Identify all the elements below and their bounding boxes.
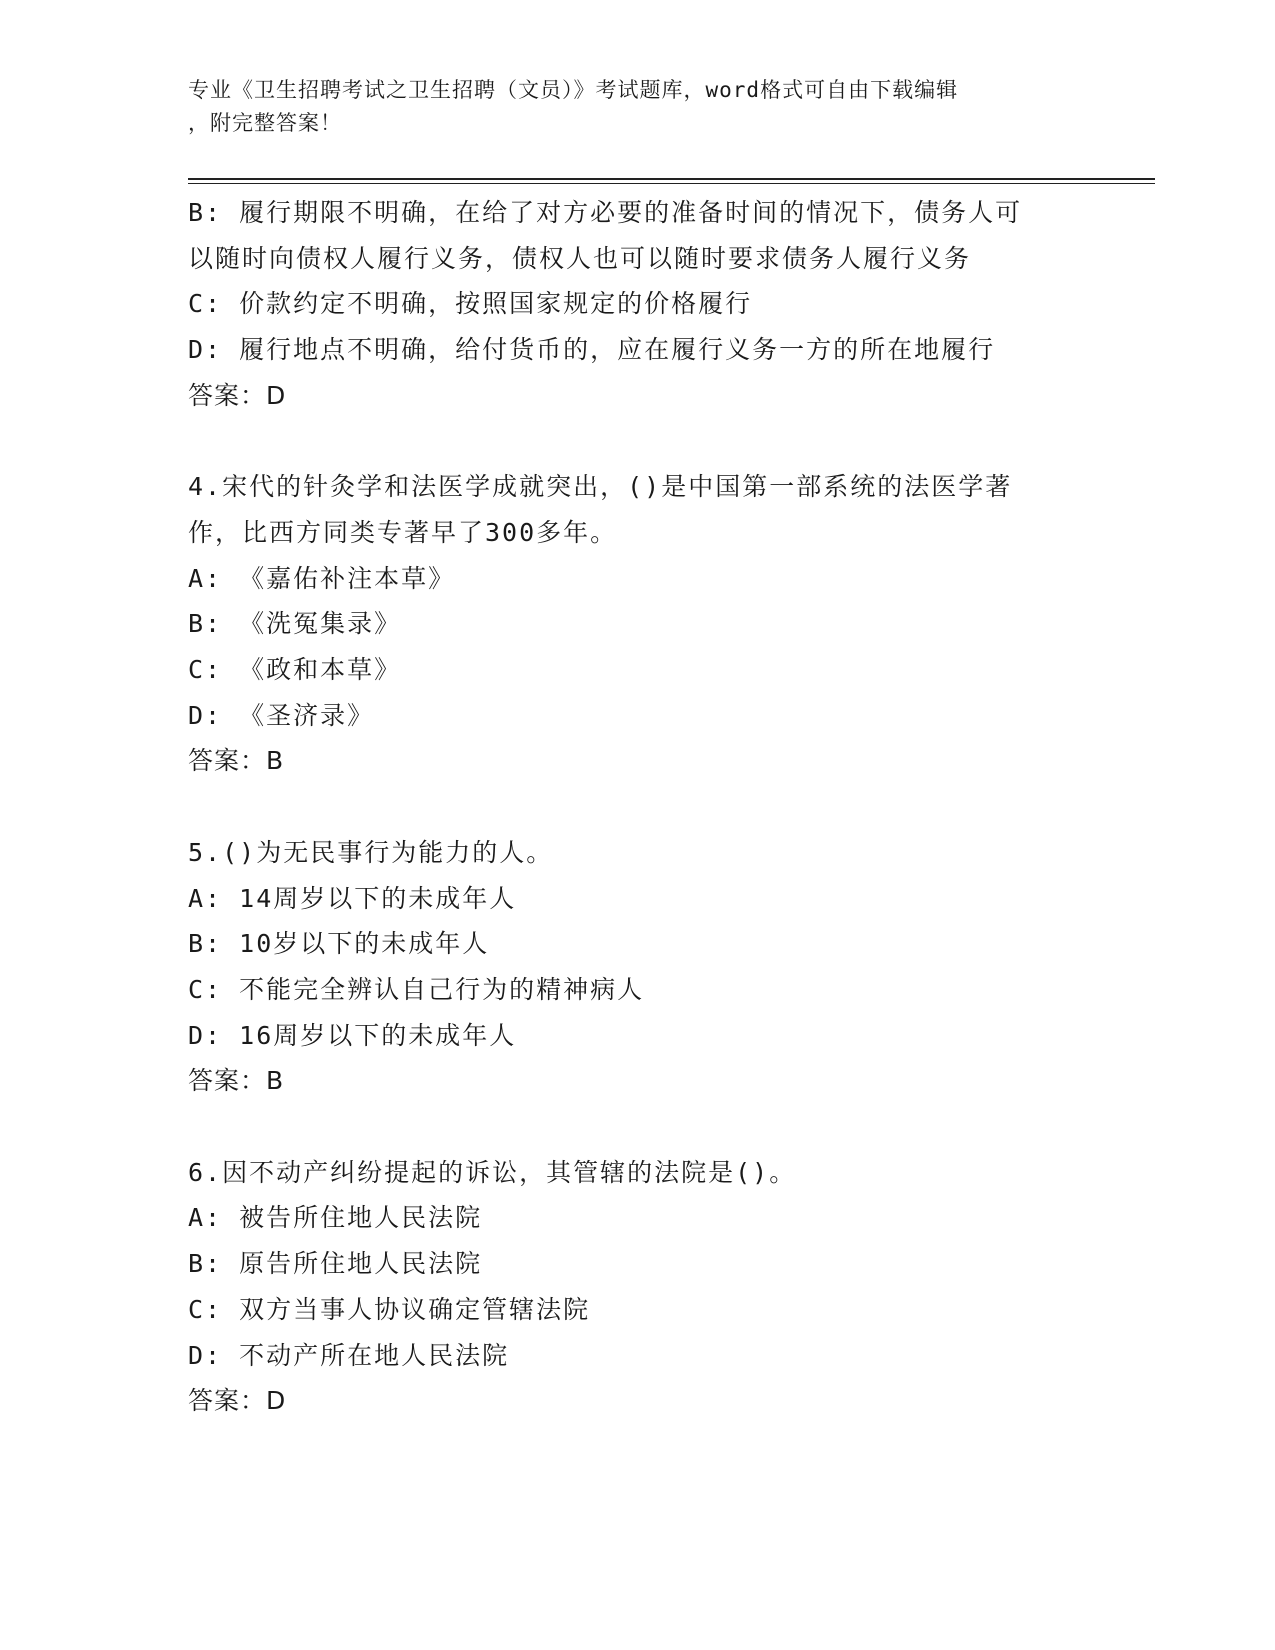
option-d: D: 不动产所在地人民法院 (188, 1340, 510, 1370)
question-3-continued (188, 190, 1088, 419)
option-c: C: 双方当事人协议确定管辖法院 (188, 1294, 591, 1324)
option-b: B: 原告所住地人民法院 (188, 1249, 483, 1279)
answer-line: 答案：B (188, 746, 285, 776)
header-line-1: 专业《卫生招聘考试之卫生招聘（文员）》考试题库，word格式可自由下载编辑 (188, 78, 959, 102)
option-b: B: 10岁以下的未成年人 (188, 929, 490, 959)
question-6 (188, 1150, 1088, 1424)
header-divider-thin (188, 183, 1155, 184)
answer-line: 答案：B (188, 1066, 285, 1096)
option-a: A: 《嘉佑补注本草》 (188, 563, 456, 593)
option-d: D: 《圣济录》 (188, 700, 375, 730)
answer-line: 答案：D (188, 380, 287, 410)
option-line: B: 履行期限不明确，在给了对方必要的准备时间的情况下，债务人可 (188, 198, 1023, 227)
question-stem-line: 4.宋代的针灸学和法医学成就突出，()是中国第一部系统的法医学著 (188, 472, 1013, 502)
question-content (188, 190, 1088, 1424)
option-line: C: 价款约定不明确，按照国家规定的价格履行 (188, 289, 753, 319)
option-a: A: 被告所住地人民法院 (188, 1203, 483, 1233)
option-line: 以随时向债权人履行义务，债权人也可以随时要求债务人履行义务 (188, 243, 972, 273)
question-4 (188, 464, 1088, 784)
option-line: D: 履行地点不明确，给付货币的，应在履行义务一方的所在地履行 (188, 335, 996, 365)
question-stem-line: 6.因不动产纠纷提起的诉讼，其管辖的法院是()。 (188, 1157, 797, 1187)
document-header (188, 74, 1078, 140)
question-5 (188, 830, 1088, 1104)
option-c: C: 《政和本草》 (188, 655, 402, 685)
header-divider-thick (188, 178, 1155, 180)
answer-line: 答案：D (188, 1386, 287, 1416)
question-stem-line: 作，比西方同类专著早了300多年。 (188, 517, 618, 547)
option-d: D: 16周岁以下的未成年人 (188, 1020, 517, 1050)
question-stem-line: 5.()为无民事行为能力的人。 (188, 837, 554, 867)
option-a: A: 14周岁以下的未成年人 (188, 883, 517, 913)
option-b: B: 《洗冤集录》 (188, 609, 402, 639)
header-line-2: ，附完整答案！ (188, 111, 342, 135)
option-c: C: 不能完全辨认自己行为的精神病人 (188, 974, 645, 1004)
